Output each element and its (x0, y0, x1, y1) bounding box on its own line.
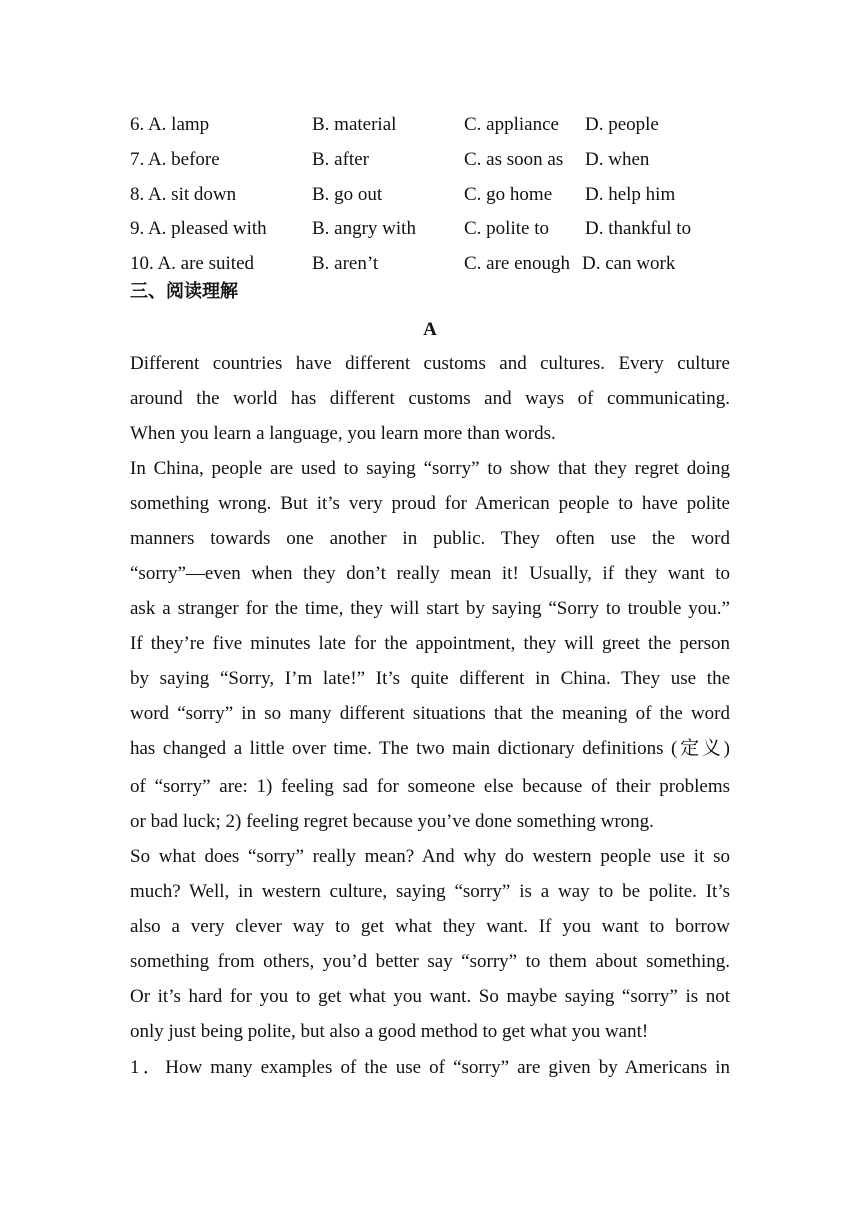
passage-line: If they’re five minutes late for the appointment, they will greet the person (130, 633, 730, 654)
option-a: 7. A. before (130, 149, 220, 170)
passage-line: In China, people are used to saying “sorry” to show that they regret doing (130, 458, 730, 479)
passage-line: only just being polite, but also a good method to get what you want! (130, 1021, 649, 1042)
option-a: 8. A. sit down (130, 184, 237, 205)
passage-line: Or it’s hard for you to get what you want. So maybe saying “sorry” is not (130, 986, 730, 1007)
passage-line: of “sorry” are: 1) feeling sad for someone else because of their problems (130, 776, 730, 797)
option-b: B. after (312, 149, 369, 170)
passage-line: “sorry”—even when they don’t really mean it! Usually, if they want to (130, 563, 730, 584)
section-title: 三、阅读理解 (130, 281, 238, 302)
passage-line: Different countries have different customs and cultures. Every culture (130, 353, 730, 374)
option-d: D. when (585, 149, 650, 170)
option-a: 10. A. are suited (130, 253, 255, 274)
passage-line: also a very clever way to get what they want. If you want to borrow (130, 916, 730, 937)
passage-line: something wrong. But it’s very proud for American people to have polite (130, 493, 730, 514)
passage-line: around the world has different customs and ways of communicating. (130, 388, 730, 409)
option-d: D. people (585, 114, 659, 135)
option-d: D. can work (582, 253, 676, 274)
option-d: D. help him (585, 184, 676, 205)
option-b: B. material (312, 114, 397, 135)
option-c: C. polite to (464, 218, 549, 239)
passage-line: or bad luck; 2) feeling regret because you’ve done something wrong. (130, 811, 654, 832)
passage-line: has changed a little over time. The two main dictionary definitions (定义) (130, 738, 730, 759)
passage-label: A (423, 319, 437, 340)
option-b: B. go out (312, 184, 383, 205)
option-d: D. thankful to (585, 218, 692, 239)
passage-line: When you learn a language, you learn more than words. (130, 423, 556, 444)
passage-line: ask a stranger for the time, they will start by saying “Sorry to trouble you.” (130, 598, 730, 619)
option-a: 6. A. lamp (130, 114, 210, 135)
passage-line: So what does “sorry” really mean? And why do western people use it so (130, 846, 730, 867)
passage-line: something from others, you’d better say “sorry” to them about something. (130, 951, 730, 972)
passage-line: much? Well, in western culture, saying “sorry” is a way to be polite. It’s (130, 881, 730, 902)
passage-line: manners towards one another in public. They often use the word (130, 528, 730, 549)
option-b: B. angry with (312, 218, 416, 239)
option-a: 9. A. pleased with (130, 218, 267, 239)
passage-line: word “sorry” in so many different situations that the meaning of the word (130, 703, 730, 724)
option-b: B. aren’t (312, 253, 379, 274)
question-1: 1．How many examples of the use of “sorry” are given by Americans in (130, 1057, 730, 1078)
passage-line: by saying “Sorry, I’m late!” It’s quite different in China. They use the (130, 668, 730, 689)
option-c: C. as soon as (464, 149, 564, 170)
option-c: C. are enough (464, 253, 571, 274)
option-c: C. appliance (464, 114, 559, 135)
option-c: C. go home (464, 184, 553, 205)
